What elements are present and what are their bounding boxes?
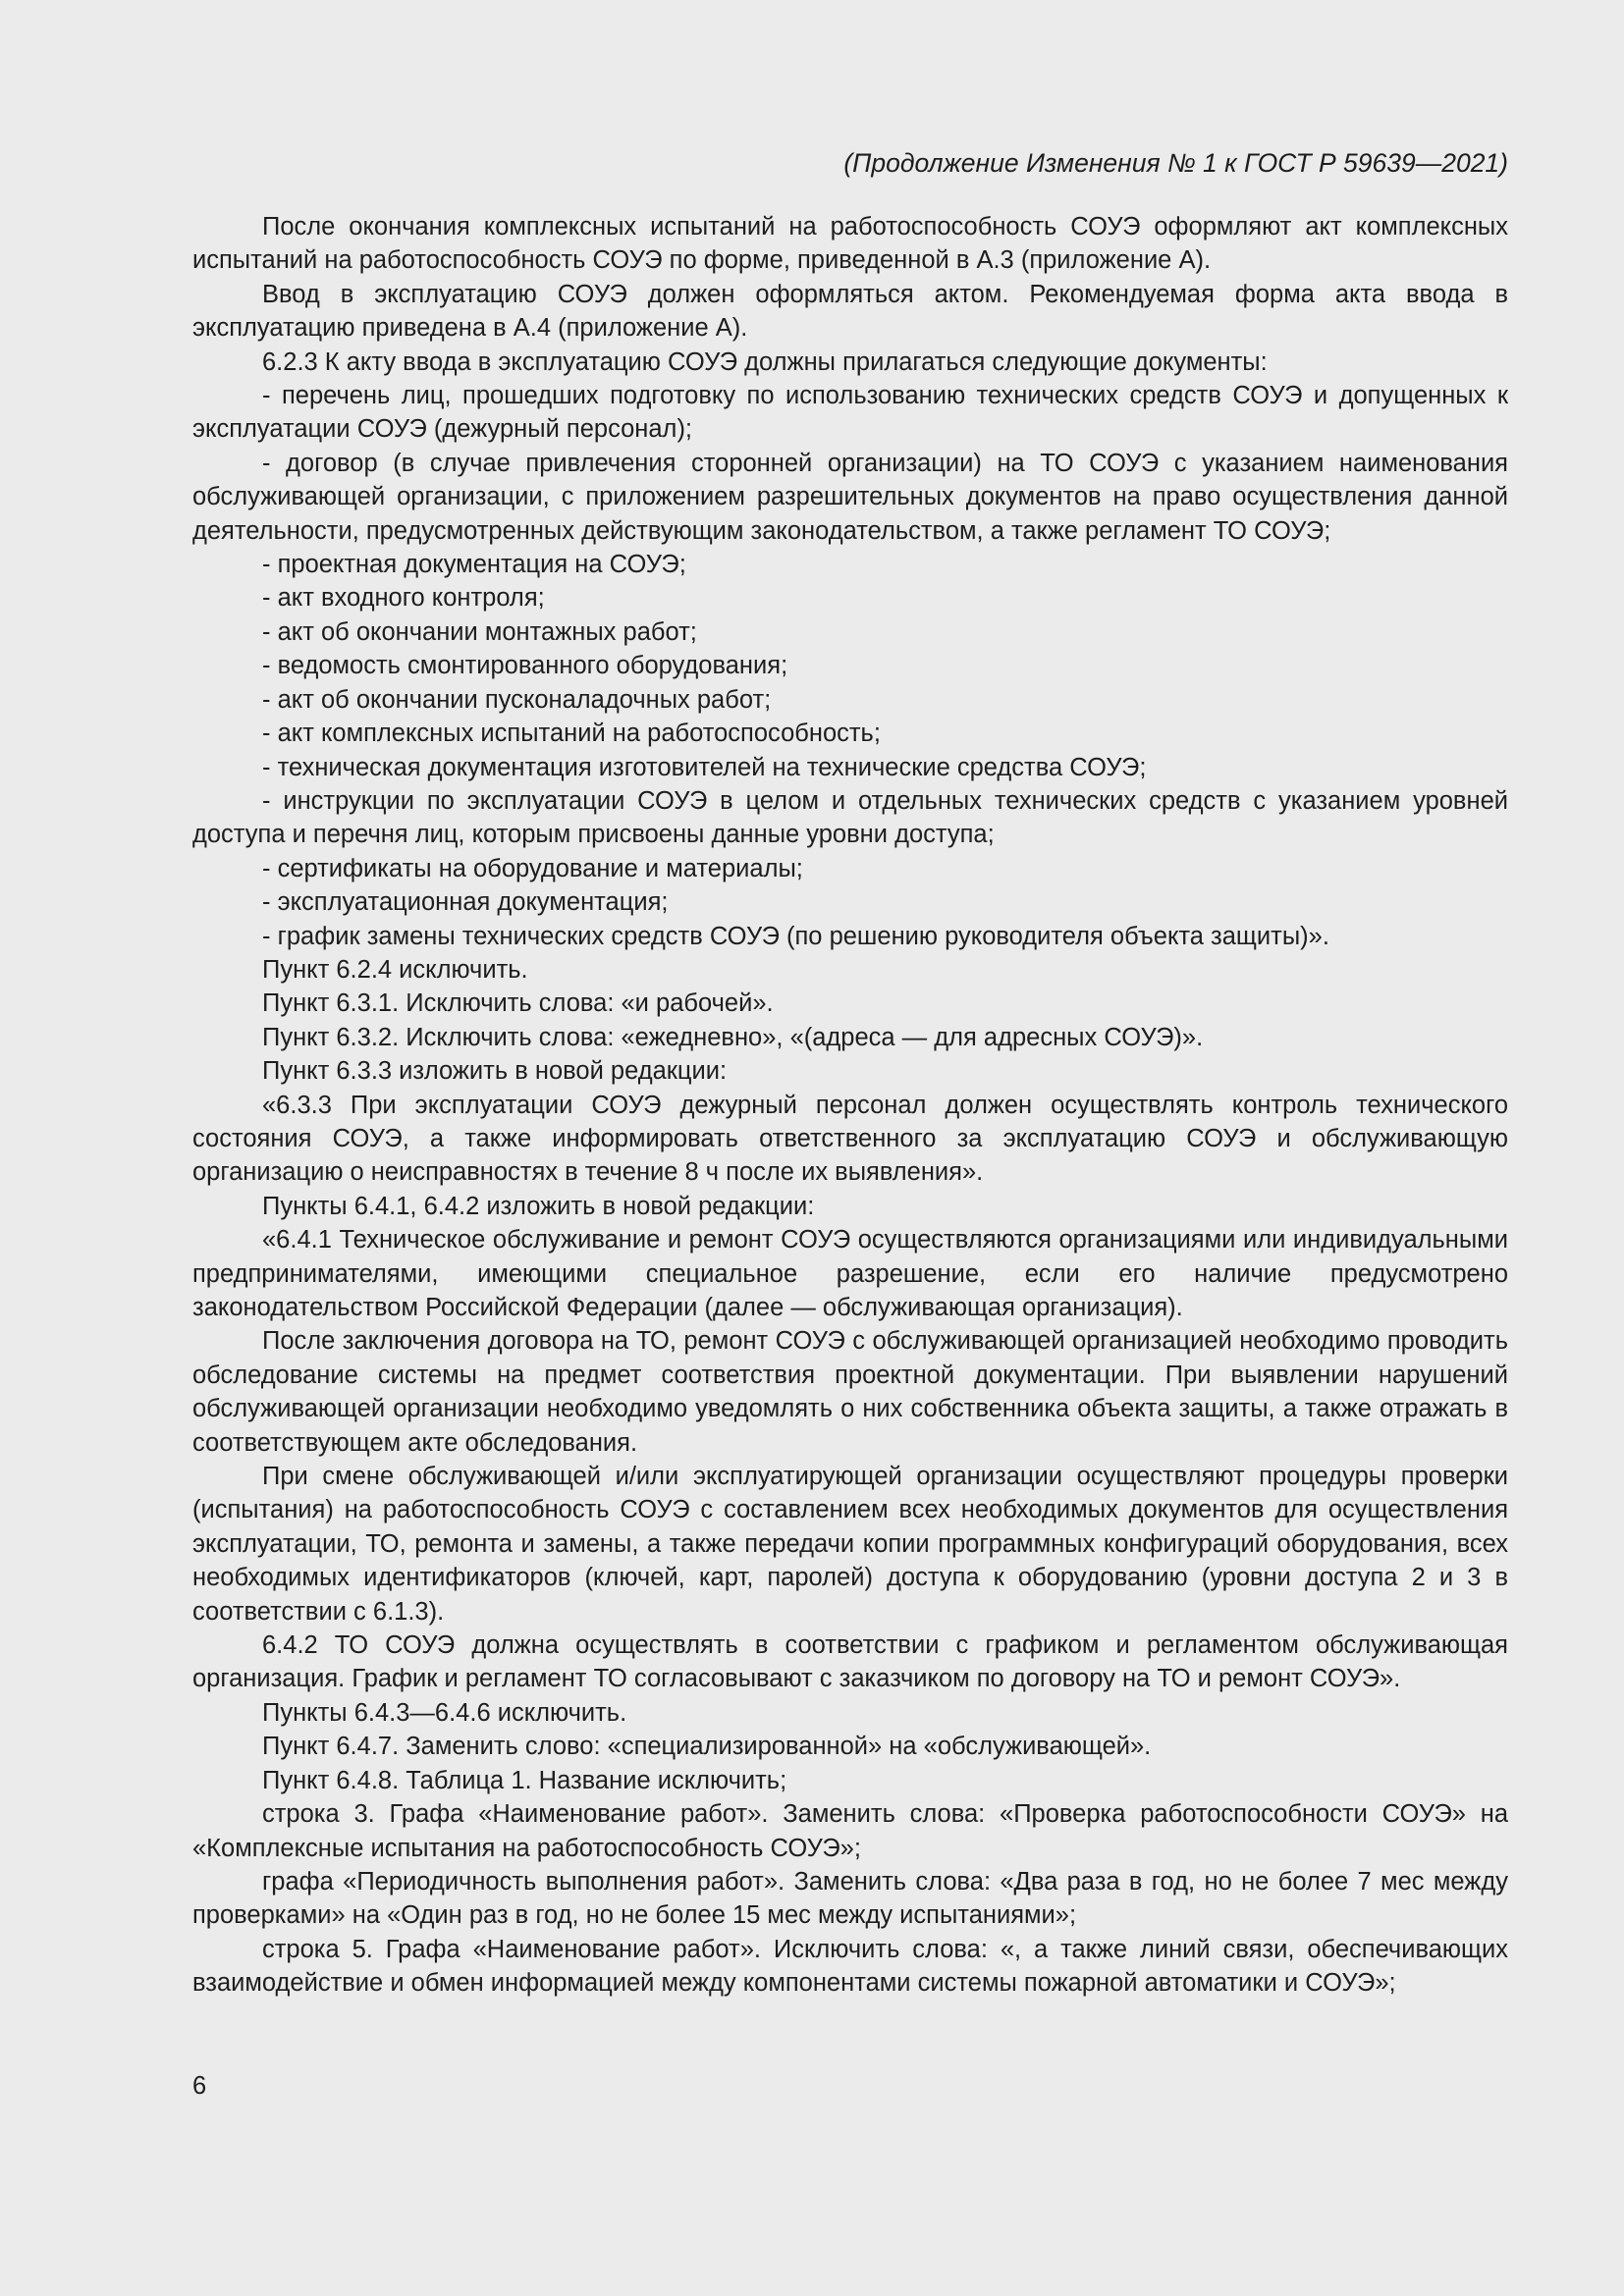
list-item: - договор (в случае привлечения сторонней организации) на ТО СОУЭ с указанием наименования обслуживающей организации, с приложением разрешительных документов на право осуществления данной деятельности, предусмотренных действующим законодательством, а также регламент ТО СОУЭ;	[192, 449, 1508, 545]
clause-text: 6.4.2 ТО СОУЭ должна осуществлять в соответствии с графиком и регламентом обслуживающая организация. График и регламент ТО согласовывают с заказчиком по договору на ТО и ремонт СОУЭ».	[192, 1631, 1508, 1693]
list-item: - акт входного контроля;	[262, 584, 545, 613]
list-item: - перечень лиц, прошедших подготовку по использованию технических средств СОУЭ и допущенных к эксплуатации СОУЭ (дежурный персонал);	[192, 382, 1508, 444]
clause-text: «6.4.1 Техническое обслуживание и ремонт СОУЭ осуществляются организациями или индивидуальными предпринимателями, имеющими специальное разрешение, если его наличие предусмотрено законодательством Российской Федерации (далее — обслуживающая организация).	[192, 1226, 1508, 1321]
amendment-instruction: Пункты 6.4.1, 6.4.2 изложить в новой редакции:	[262, 1192, 815, 1220]
paragraph: Ввод в эксплуатацию СОУЭ должен оформляться актом. Рекомендуемая форма акта ввода в эксплуатацию приведена в А.4 (приложение А).	[192, 280, 1508, 343]
list-item: - акт об окончании пусконаладочных работ;	[262, 685, 772, 714]
list-item: - ведомость смонтированного оборудования;	[262, 652, 788, 680]
amendment-instruction: графа «Периодичность выполнения работ». Заменить слова: «Два раза в год, но не более 7 мес между проверками» на «Один раз в год, но не более 15 мес между испытаниями»;	[192, 1867, 1508, 1930]
amendment-instruction: Пункты 6.4.3—6.4.6 исключить.	[262, 1698, 627, 1727]
amendment-instruction: Пункт 6.4.7. Заменить слово: «специализированной» на «обслуживающей».	[262, 1733, 1152, 1761]
amendment-instruction: Пункт 6.2.4 исключить.	[262, 955, 528, 984]
list-item: - техническая документация изготовителей на технические средства СОУЭ;	[262, 753, 1147, 781]
paragraph: При смене обслуживающей и/или эксплуатирующей организации осуществляют процедуры проверки (испытания) на работоспособность СОУЭ с составлением всех необходимых документов для осуществления эксплуатации, ТО, ремонта и замены, а также передачи копии программных конфигураций оборудования, всех необходимых идентификаторов (ключей, карт, паролей) доступа к оборудованию (уровни доступа 2 и 3 в соответствии с 6.1.3).	[192, 1463, 1508, 1626]
amendment-instruction: Пункт 6.4.8. Таблица 1. Название исключить;	[262, 1766, 787, 1794]
amendment-instruction: строка 5. Графа «Наименование работ». Исключить слова: «, а также линий связи, обеспечивающих взаимодействие и обмен информацией между компонентами системы пожарной автоматики и СОУЭ»;	[192, 1935, 1508, 1998]
amendment-instruction: Пункт 6.3.2. Исключить слова: «ежедневно», «(адреса — для адресных СОУЭ)».	[262, 1023, 1204, 1051]
page-number: 6	[192, 2072, 207, 2100]
amendment-instruction: строка 3. Графа «Наименование работ». Заменить слова: «Проверка работоспособности СОУЭ» на «Комплексные испытания на работоспособность СОУЭ»;	[192, 1800, 1508, 1862]
document-body	[192, 210, 1508, 2001]
list-item: - инструкции по эксплуатации СОУЭ в целом и отдельных технических средств с указанием уровней доступа и перечня лиц, которым присвоены данные уровни доступа;	[192, 786, 1508, 849]
list-item: - акт комплексных испытаний на работоспособность;	[262, 720, 881, 748]
amendment-instruction: Пункт 6.3.1. Исключить слова: «и рабочей».	[262, 989, 774, 1018]
running-header: (Продолжение Изменения № 1 к ГОСТ Р 59639—2021)	[843, 148, 1508, 178]
paragraph: После заключения договора на ТО, ремонт СОУЭ с обслуживающей организацией необходимо проводить обследование системы на предмет соответствия проектной документации. При выявлении нарушений обслуживающей организации необходимо уведомлять о них собственника объекта защиты, а также отражать в соответствующем акте обследования.	[192, 1327, 1508, 1457]
list-item: - сертификаты на оборудование и материалы;	[262, 854, 803, 882]
clause-heading: 6.2.3 К акту ввода в эксплуатацию СОУЭ должны прилагаться следующие документы:	[262, 347, 1268, 376]
amendment-instruction: Пункт 6.3.3 изложить в новой редакции:	[262, 1057, 728, 1086]
clause-text: «6.3.3 При эксплуатации СОУЭ дежурный персонал должен осуществлять контроль технического состояния СОУЭ, а также информировать ответственного за эксплуатацию СОУЭ и обслуживающую организацию о неисправностях в течение 8 ч после их выявления».	[192, 1091, 1508, 1187]
paragraph: После окончания комплексных испытаний на работоспособность СОУЭ оформляют акт комплексных испытаний на работоспособность СОУЭ по форме, приведенной в А.3 (приложение А).	[192, 213, 1508, 275]
list-item: - график замены технических средств СОУЭ (по решению руководителя объекта защиты)».	[262, 922, 1329, 950]
list-item: - проектная документация на СОУЭ;	[262, 551, 686, 579]
list-item: - акт об окончании монтажных работ;	[262, 617, 697, 646]
list-item: - эксплуатационная документация;	[262, 888, 669, 917]
